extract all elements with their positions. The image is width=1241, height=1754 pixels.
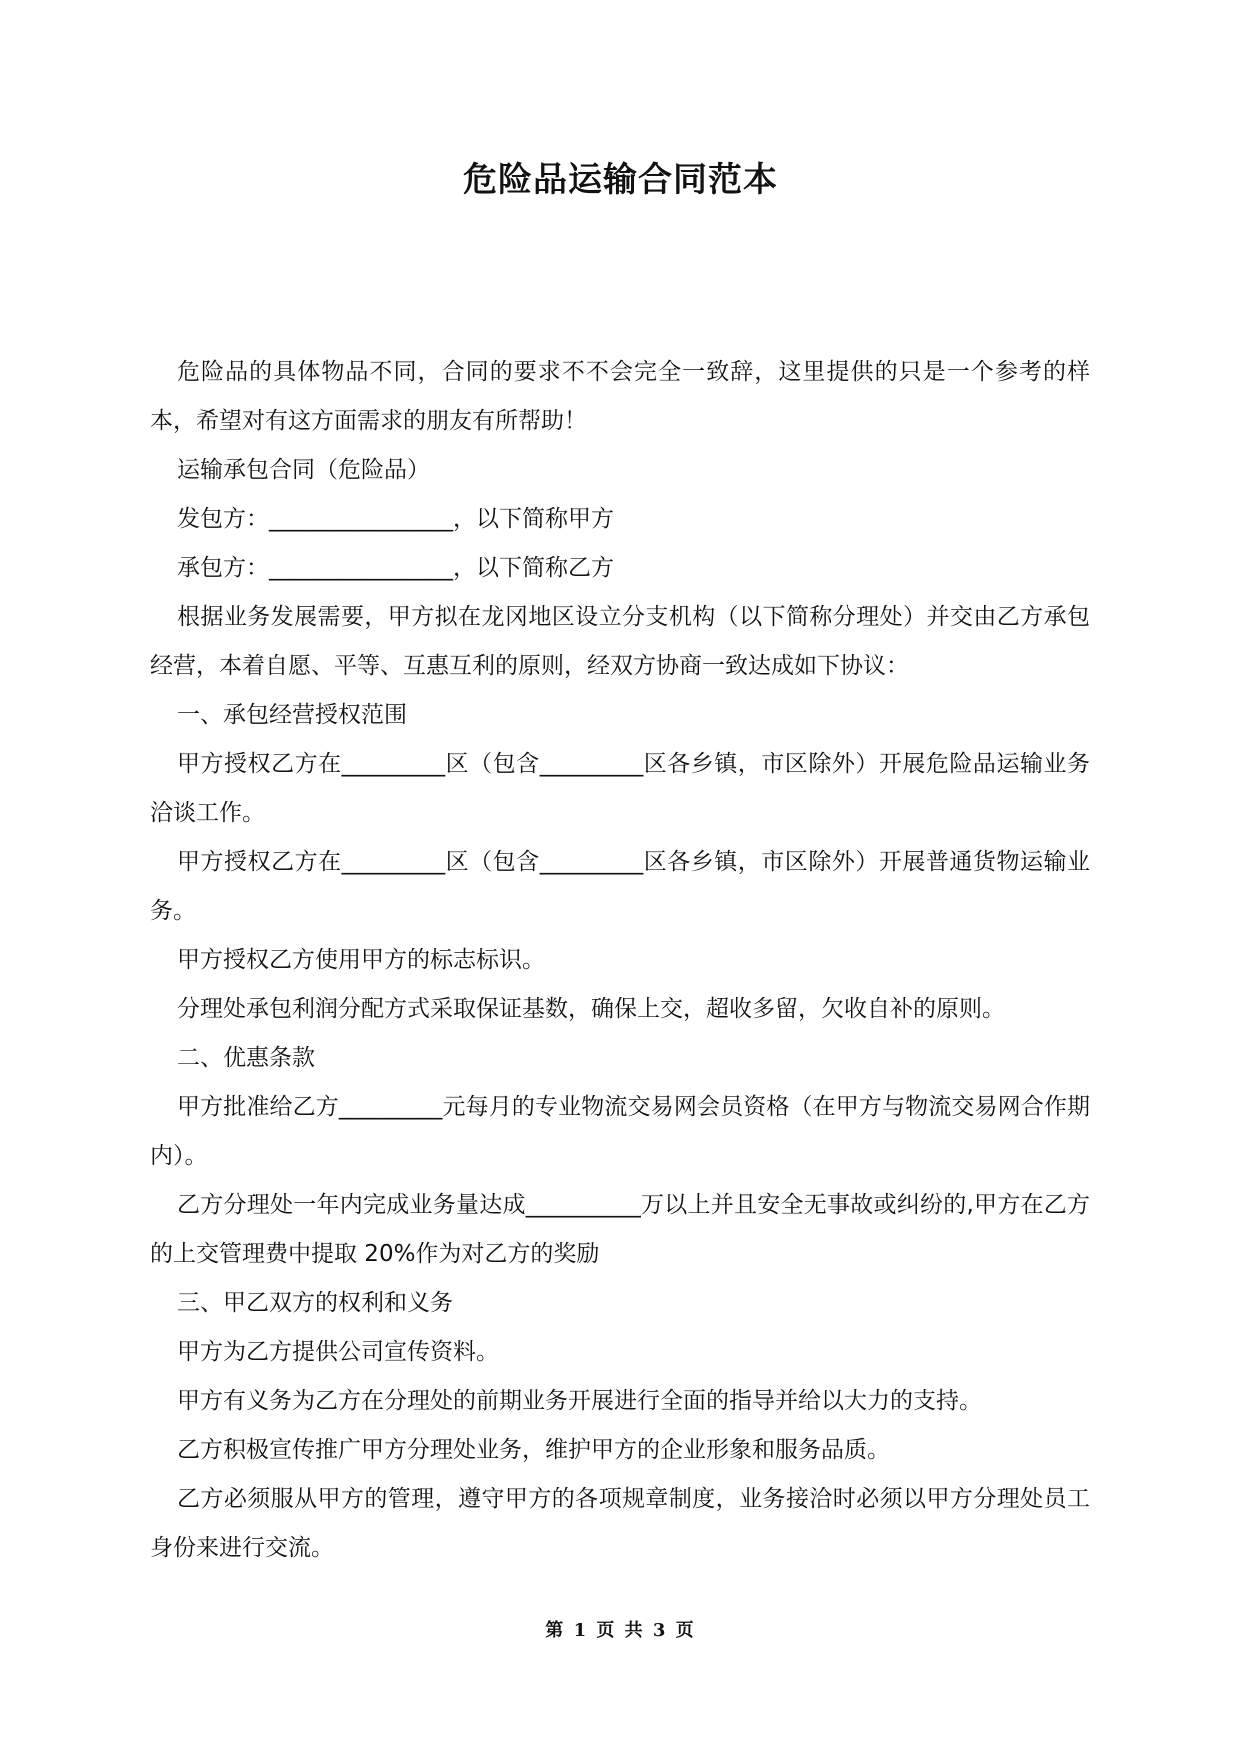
- clause-paragraph: 甲方为乙方提供公司宣传资料。: [177, 1339, 499, 1365]
- page-number-footer: 第 1 页 共 3 页: [545, 1620, 696, 1641]
- clause-paragraph: 甲方授权乙方在_________区（包含_________区各乡镇，市区除外）开展危险品运输业务洽谈工作。: [150, 751, 1090, 826]
- intro-paragraph: 危险品的具体物品不同，合同的要求不不会完全一致辞，这里提供的只是一个参考的样本，希望对有这方面需求的朋友有所帮助！: [150, 359, 1090, 434]
- document-body: [150, 348, 1090, 1573]
- clause-paragraph: 分理处承包利润分配方式采取保证基数，确保上交，超收多留，欠收自补的原则。: [177, 996, 1005, 1022]
- clause-paragraph: 甲方批准给乙方_________元每月的专业物流交易网会员资格（在甲方与物流交易网合作期内）。: [150, 1094, 1090, 1169]
- section-heading-3: 三、甲乙双方的权利和义务: [177, 1290, 453, 1316]
- preamble-paragraph: 根据业务发展需要，甲方拟在龙冈地区设立分支机构（以下简称分理处）并交由乙方承包经营，本着自愿、平等、互惠互利的原则，经双方协商一致达成如下协议：: [150, 604, 1090, 679]
- clause-paragraph: 甲方有义务为乙方在分理处的前期业务开展进行全面的指导并给以大力的支持。: [177, 1388, 982, 1414]
- clause-paragraph: 乙方必须服从甲方的管理，遵守甲方的各项规章制度，业务接洽时必须以甲方分理处员工身份来进行交流。: [150, 1486, 1090, 1561]
- clause-paragraph: 甲方授权乙方在_________区（包含_________区各乡镇，市区除外）开展普通货物运输业务。: [150, 849, 1090, 924]
- contract-name: 运输承包合同（危险品）: [177, 457, 430, 483]
- section-heading-1: 一、承包经营授权范围: [177, 702, 407, 728]
- party-a-line: 发包方：________________，以下简称甲方: [177, 506, 614, 532]
- clause-paragraph: 乙方分理处一年内完成业务量达成__________万以上并且安全无事故或纠纷的,甲方在乙方的上交管理费中提取 20%作为对乙方的奖励: [150, 1192, 1090, 1267]
- clause-paragraph: 乙方积极宣传推广甲方分理处业务，维护甲方的企业形象和服务品质。: [177, 1437, 890, 1463]
- clause-paragraph: 甲方授权乙方使用甲方的标志标识。: [177, 947, 545, 973]
- document-title: 危险品运输合同范本: [463, 160, 778, 200]
- section-heading-2: 二、优惠条款: [177, 1045, 315, 1071]
- party-b-line: 承包方：________________，以下简称乙方: [177, 555, 614, 581]
